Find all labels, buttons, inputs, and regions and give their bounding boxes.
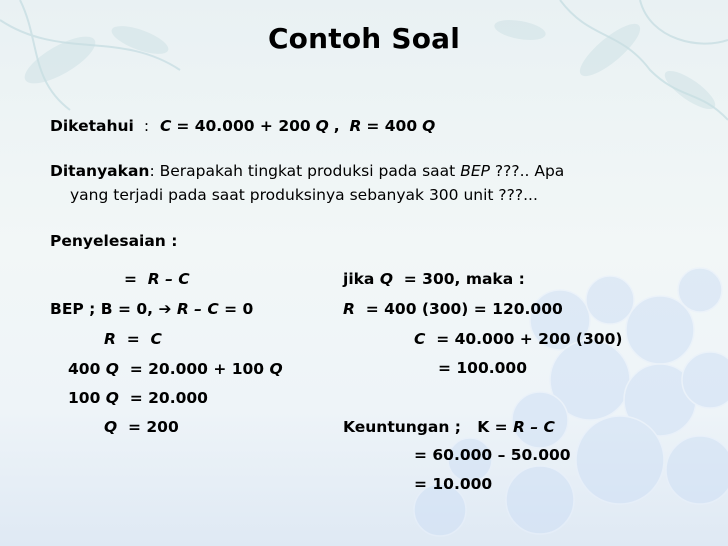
right-line-6: = 60.000 – 50.000: [414, 446, 571, 464]
given-r-expr: = 400: [366, 117, 418, 135]
right-line-5: [343, 418, 555, 436]
right-r1-q: Q: [379, 270, 393, 288]
left-l5-coef: 100: [68, 389, 101, 407]
question-line-2: yang terjadi pada saat produksinya sebanyak 300 unit ???...: [70, 186, 538, 204]
arrow-icon: ➔: [158, 300, 172, 318]
given-line: [50, 117, 435, 135]
question-line-1: [50, 162, 564, 180]
left-line-4: [68, 360, 283, 378]
right-line-7: = 10.000: [414, 475, 493, 493]
left-l5-q: Q: [105, 389, 119, 407]
given-c-q: Q: [315, 117, 329, 135]
right-line-4: = 100.000: [438, 359, 527, 377]
left-l6-q: Q: [104, 418, 118, 436]
question-text-2: ???.. Apa: [494, 162, 565, 180]
right-r3-expr: = 40.000 + 200 (300): [436, 330, 623, 348]
left-l5-expr: = 20.000: [129, 389, 208, 407]
right-r5-k: K =: [477, 418, 508, 436]
right-r3-c: C: [414, 330, 426, 348]
question-bep: BEP: [460, 162, 490, 180]
given-sep: :: [143, 117, 150, 135]
given-c-expr: = 40.000 + 200: [176, 117, 311, 135]
right-r1-expr: = 300, maka :: [403, 270, 525, 288]
given-r-q: Q: [422, 117, 436, 135]
left-l3-r: R: [104, 330, 116, 348]
left-line-3: [104, 330, 162, 348]
left-l3-eq: =: [126, 330, 140, 348]
left-l2-zero: = 0: [224, 300, 254, 318]
left-line-6: [104, 418, 179, 436]
left-l6-expr: = 200: [127, 418, 179, 436]
slide-title: Contoh Soal: [267, 22, 461, 55]
left-l2-bep: BEP ; B = 0,: [50, 300, 154, 318]
given-label: Diketahui: [50, 117, 134, 135]
right-line-1: [343, 270, 525, 288]
given-r-var: R: [349, 117, 362, 135]
left-line-5: [68, 389, 208, 407]
left-l1-expr: R – C: [147, 270, 190, 288]
right-r5-expr: R – C: [513, 418, 555, 436]
right-r1-if: jika: [343, 270, 375, 288]
left-l4-q: Q: [105, 360, 119, 378]
right-line-2: [343, 300, 563, 318]
left-l4-coef: 400: [68, 360, 101, 378]
question-label: Ditanyakan: [50, 162, 150, 180]
left-line-1: [124, 270, 190, 288]
left-l2-expr: R – C: [176, 300, 219, 318]
right-r2-r: R: [343, 300, 355, 318]
question-text-1: : Berapakah tingkat produksi pada saat: [149, 162, 456, 180]
right-line-3: [414, 330, 622, 348]
right-r5-label: Keuntungan ;: [343, 418, 461, 436]
right-r2-expr: = 400 (300) = 120.000: [365, 300, 563, 318]
given-c-var: C: [160, 117, 172, 135]
solution-label: Penyelesaian :: [50, 232, 178, 250]
left-l4-q2: Q: [269, 360, 283, 378]
left-l1-eq: =: [124, 270, 137, 288]
given-comma: ,: [333, 117, 340, 135]
left-line-2: [50, 300, 253, 318]
left-l4-expr: = 20.000 + 100: [129, 360, 265, 378]
left-l3-c: C: [150, 330, 162, 348]
